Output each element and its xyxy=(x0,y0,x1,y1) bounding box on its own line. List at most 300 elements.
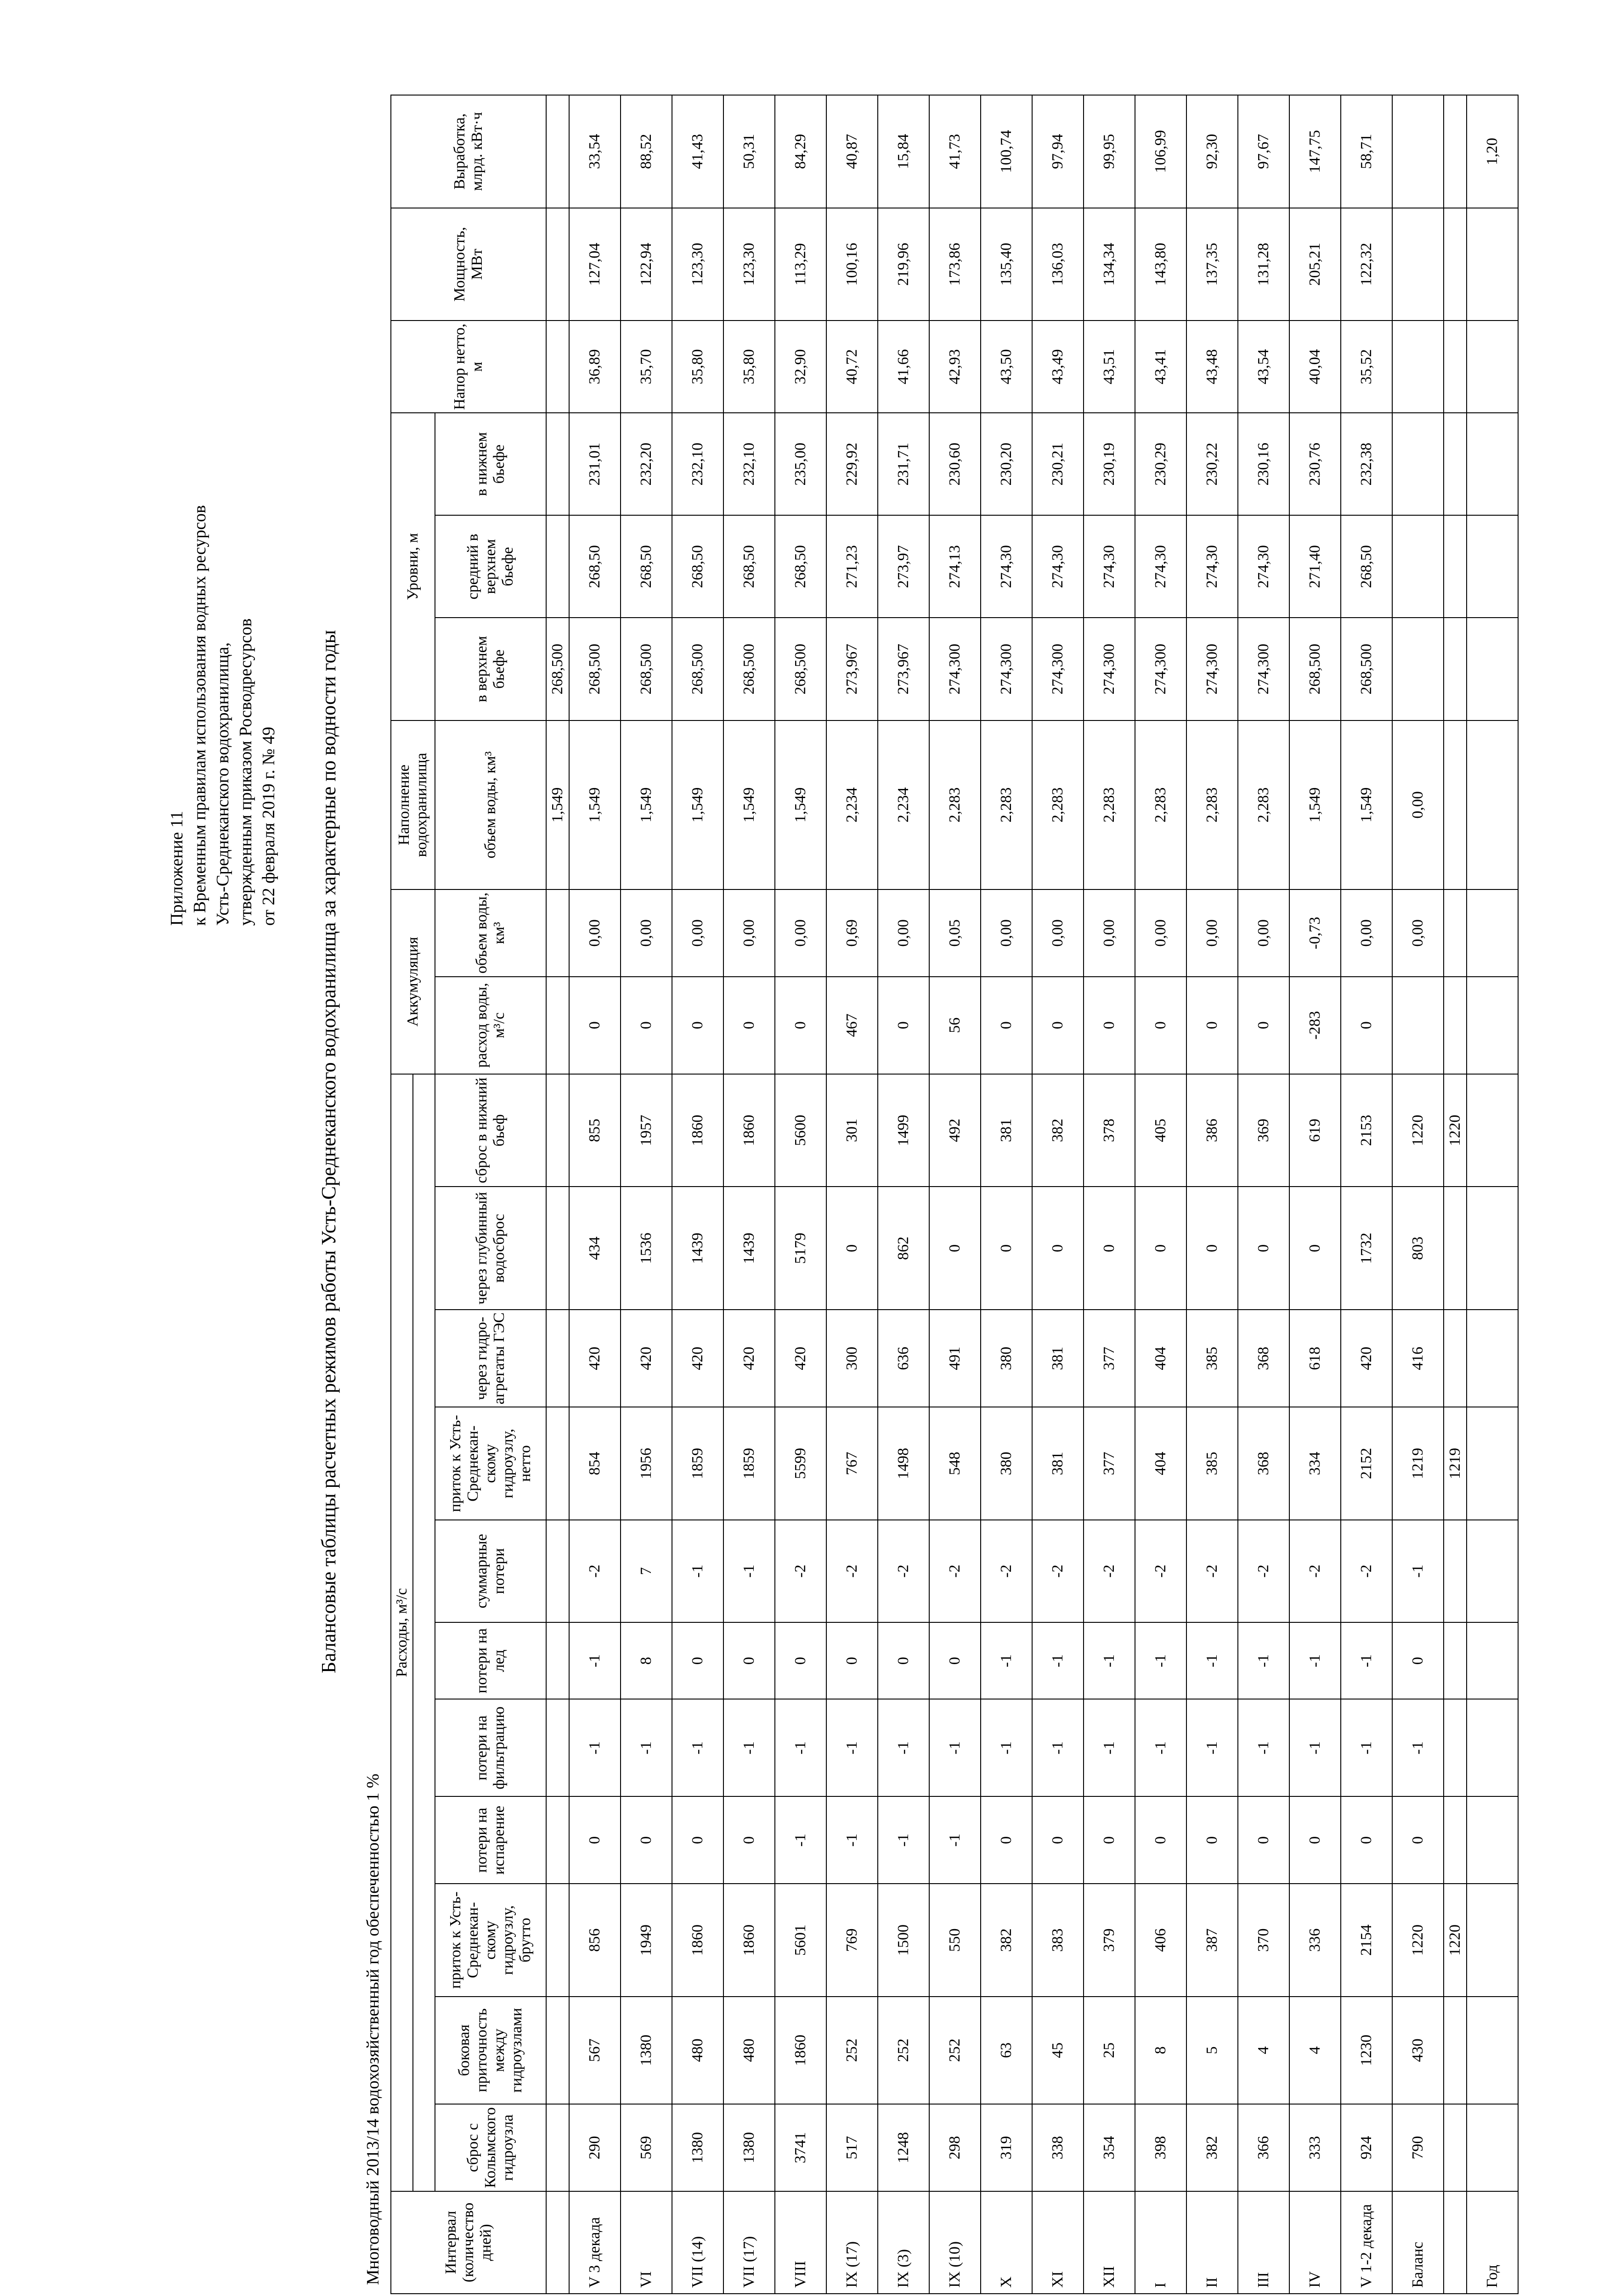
cell-filtration: -1 xyxy=(1392,1699,1444,1796)
cell-inflow-gross: 856 xyxy=(569,1884,621,1997)
cell-level-upper: 268,500 xyxy=(621,618,672,720)
cell-generation: 100,74 xyxy=(981,95,1032,208)
cell-total-loss: -2 xyxy=(878,1520,929,1622)
cell-head: 43,49 xyxy=(1032,321,1084,413)
table-row xyxy=(775,95,826,2294)
col-discharge-kolyma: сброс с Колымского гидроузла xyxy=(435,2104,546,2191)
cell-discharge-lower: 5600 xyxy=(775,1074,826,1187)
cell-head: 43,50 xyxy=(981,321,1032,413)
cell-ice: -1 xyxy=(1341,1622,1392,1699)
cell-discharge-lower: 1499 xyxy=(878,1074,929,1187)
balance-table xyxy=(390,95,1519,2294)
cell-ice: -1 xyxy=(1135,1622,1186,1699)
cell-hpp: 420 xyxy=(569,1310,621,1407)
col-generation: Выработка, млрд. кВт·ч xyxy=(391,95,546,208)
cell-discharge-lower: 1957 xyxy=(621,1074,672,1187)
cell-inflow-net: 1498 xyxy=(878,1407,929,1520)
cell-discharge-lower: 1860 xyxy=(723,1074,775,1187)
cell-power: 131,28 xyxy=(1238,208,1289,321)
cell-fill: 1,549 xyxy=(775,720,826,889)
table-row xyxy=(1135,95,1186,2294)
cell-level-avg: 268,50 xyxy=(621,515,672,618)
cell-inflow-net: 377 xyxy=(1084,1407,1135,1520)
cell-hpp: 420 xyxy=(1341,1310,1392,1407)
cell-fill: 1,549 xyxy=(569,720,621,889)
cell-accum-volume: 0,00 xyxy=(1238,889,1289,977)
cell-head: 40,72 xyxy=(826,321,878,413)
cell-level-lower: 231,71 xyxy=(878,413,929,515)
cell-discharge-kolyma: 1248 xyxy=(878,2104,929,2191)
cell-discharge-lower: 369 xyxy=(1238,1074,1289,1187)
cell-filtration: -1 xyxy=(1135,1699,1186,1796)
cell-level-lower: 230,76 xyxy=(1289,413,1341,515)
col-power: Мощность, МВт xyxy=(391,208,546,321)
cell-hpp xyxy=(1467,1310,1518,1407)
cell-discharge-kolyma: 333 xyxy=(1289,2104,1341,2191)
cell-interval: Год xyxy=(1467,2191,1518,2294)
cell-generation: 99,95 xyxy=(1084,95,1135,208)
cell-fill: 1,549 xyxy=(1341,720,1392,889)
cell-fill: 0,00 xyxy=(1392,720,1444,889)
cell-accum-flow: 0 xyxy=(775,977,826,1074)
cell-level-lower: 232,38 xyxy=(1341,413,1392,515)
cell-inflow-net: 5599 xyxy=(775,1407,826,1520)
cell-ice: 0 xyxy=(826,1622,878,1699)
cell-hpp: 420 xyxy=(672,1310,723,1407)
cell-hpp xyxy=(1444,1310,1467,1407)
cell-total-loss: -2 xyxy=(1186,1520,1238,1622)
cell-total-loss: -1 xyxy=(1392,1520,1444,1622)
cell-discharge-kolyma: 1380 xyxy=(723,2104,775,2191)
cell-evap xyxy=(1467,1796,1518,1884)
cell-head: 36,89 xyxy=(569,321,621,413)
cell-inflow-net: 1219 xyxy=(1444,1407,1467,1520)
cell-generation: 147,75 xyxy=(1289,95,1341,208)
cell-accum-flow: 0 xyxy=(672,977,723,1074)
cell-evap: 0 xyxy=(1289,1796,1341,1884)
cell-accum-flow xyxy=(1392,977,1444,1074)
cell-total-loss: -2 xyxy=(826,1520,878,1622)
cell-inflow-gross: 5601 xyxy=(775,1884,826,1997)
cell-head: 35,70 xyxy=(621,321,672,413)
cell-discharge-kolyma: 338 xyxy=(1032,2104,1084,2191)
cell-lateral: 8 xyxy=(1135,1997,1186,2104)
col-head: Напор нетто, м xyxy=(391,321,546,413)
cell-generation: 97,67 xyxy=(1238,95,1289,208)
cell-hpp: 420 xyxy=(775,1310,826,1407)
cell-interval: V 1-2 декада xyxy=(1341,2191,1392,2294)
cell-discharge-lower: 386 xyxy=(1186,1074,1238,1187)
cell-power xyxy=(546,208,569,321)
cell-discharge-lower xyxy=(1467,1074,1518,1187)
cell-power: 134,34 xyxy=(1084,208,1135,321)
cell-filtration xyxy=(546,1699,569,1796)
cell-level-upper: 274,300 xyxy=(1238,618,1289,720)
cell-generation: 41,43 xyxy=(672,95,723,208)
cell-interval xyxy=(546,2191,569,2294)
cell-discharge-lower: 405 xyxy=(1135,1074,1186,1187)
cell-generation: 58,71 xyxy=(1341,95,1392,208)
cell-discharge-kolyma: 517 xyxy=(826,2104,878,2191)
cell-power: 173,86 xyxy=(929,208,981,321)
cell-inflow-net: 2152 xyxy=(1341,1407,1392,1520)
cell-power: 123,30 xyxy=(723,208,775,321)
cell-accum-volume xyxy=(1444,889,1467,977)
cell-level-upper: 274,300 xyxy=(1135,618,1186,720)
cell-inflow-net: 404 xyxy=(1135,1407,1186,1520)
cell-level-upper: 268,500 xyxy=(672,618,723,720)
cell-spillway: 1732 xyxy=(1341,1187,1392,1310)
table-row xyxy=(1392,95,1444,2294)
cell-lateral: 1380 xyxy=(621,1997,672,2104)
cell-evap: 0 xyxy=(1392,1796,1444,1884)
cell-level-lower: 231,01 xyxy=(569,413,621,515)
cell-generation: 40,87 xyxy=(826,95,878,208)
cell-spillway xyxy=(1467,1187,1518,1310)
cell-inflow-net: 1859 xyxy=(723,1407,775,1520)
cell-generation: 50,31 xyxy=(723,95,775,208)
cell-hpp: 300 xyxy=(826,1310,878,1407)
cell-accum-volume: 0,00 xyxy=(569,889,621,977)
cell-discharge-kolyma: 790 xyxy=(1392,2104,1444,2191)
header-line: Усть-Среднеканского водохранилища, xyxy=(213,642,232,926)
cell-interval: I xyxy=(1135,2191,1186,2294)
cell-filtration: -1 xyxy=(1084,1699,1135,1796)
cell-power xyxy=(1444,208,1467,321)
cell-inflow-gross: 336 xyxy=(1289,1884,1341,1997)
cell-power: 123,30 xyxy=(672,208,723,321)
cell-power: 135,40 xyxy=(981,208,1032,321)
cell-level-upper: 268,500 xyxy=(546,618,569,720)
cell-level-lower xyxy=(1444,413,1467,515)
col-evap: потери на испарение xyxy=(435,1796,546,1884)
cell-inflow-gross: 370 xyxy=(1238,1884,1289,1997)
col-group-flows: Расходы, м³/с xyxy=(391,1074,413,2191)
cell-hpp: 368 xyxy=(1238,1310,1289,1407)
cell-accum-volume: 0,69 xyxy=(826,889,878,977)
cell-hpp: 385 xyxy=(1186,1310,1238,1407)
cell-evap: 0 xyxy=(672,1796,723,1884)
cell-inflow-gross: 1860 xyxy=(672,1884,723,1997)
cell-fill: 2,283 xyxy=(1032,720,1084,889)
cell-accum-volume: 0,00 xyxy=(1135,889,1186,977)
cell-inflow-gross: 387 xyxy=(1186,1884,1238,1997)
cell-fill: 2,234 xyxy=(878,720,929,889)
header-line: утвержденным приказом Росводресурсов xyxy=(236,618,255,926)
cell-head: 41,66 xyxy=(878,321,929,413)
col-inflow-gross: приток к Усть-Среднекан-скому гидроузлу, брутто xyxy=(435,1884,546,1997)
cell-inflow-gross: 550 xyxy=(929,1884,981,1997)
cell-accum-volume: 0,00 xyxy=(878,889,929,977)
cell-accum-flow: 0 xyxy=(569,977,621,1074)
cell-evap: -1 xyxy=(929,1796,981,1884)
cell-generation: 92,30 xyxy=(1186,95,1238,208)
cell-interval: V 3 декада xyxy=(569,2191,621,2294)
cell-accum-flow: 0 xyxy=(1341,977,1392,1074)
cell-interval: VI xyxy=(621,2191,672,2294)
cell-inflow-net: 368 xyxy=(1238,1407,1289,1520)
cell-lateral: 25 xyxy=(1084,1997,1135,2104)
cell-filtration: -1 xyxy=(569,1699,621,1796)
cell-level-avg: 274,30 xyxy=(981,515,1032,618)
cell-interval: IX (3) xyxy=(878,2191,929,2294)
cell-hpp: 420 xyxy=(723,1310,775,1407)
cell-generation: 84,29 xyxy=(775,95,826,208)
cell-spillway: 0 xyxy=(1084,1187,1135,1310)
cell-filtration: -1 xyxy=(1289,1699,1341,1796)
cell-discharge-kolyma: 1380 xyxy=(672,2104,723,2191)
cell-power xyxy=(1467,208,1518,321)
cell-level-avg: 274,30 xyxy=(1238,515,1289,618)
cell-spillway: 1439 xyxy=(723,1187,775,1310)
table-row xyxy=(1467,95,1518,2294)
cell-hpp: 377 xyxy=(1084,1310,1135,1407)
cell-power: 137,35 xyxy=(1186,208,1238,321)
cell-filtration: -1 xyxy=(878,1699,929,1796)
col-level-lower: в нижнем бьефе xyxy=(435,413,546,515)
cell-ice: 0 xyxy=(878,1622,929,1699)
cell-accum-flow: 467 xyxy=(826,977,878,1074)
cell-hpp: 618 xyxy=(1289,1310,1341,1407)
cell-interval: Баланс xyxy=(1392,2191,1444,2294)
table-row xyxy=(981,95,1032,2294)
cell-ice xyxy=(1444,1622,1467,1699)
table-row xyxy=(1032,95,1084,2294)
cell-discharge-lower: 2153 xyxy=(1341,1074,1392,1187)
cell-evap: 0 xyxy=(723,1796,775,1884)
cell-ice: 0 xyxy=(672,1622,723,1699)
cell-inflow-gross xyxy=(546,1884,569,1997)
cell-total-loss xyxy=(1444,1520,1467,1622)
table-row xyxy=(1341,95,1392,2294)
header-line: от 22 февраля 2019 г. № 49 xyxy=(259,726,278,926)
cell-hpp: 491 xyxy=(929,1310,981,1407)
cell-evap: -1 xyxy=(878,1796,929,1884)
cell-evap: 0 xyxy=(1238,1796,1289,1884)
cell-total-loss: -2 xyxy=(1032,1520,1084,1622)
table-row xyxy=(569,95,621,2294)
cell-discharge-lower: 855 xyxy=(569,1074,621,1187)
cell-spillway: 0 xyxy=(1032,1187,1084,1310)
cell-hpp: 404 xyxy=(1135,1310,1186,1407)
table-row xyxy=(878,95,929,2294)
cell-accum-flow: 0 xyxy=(1032,977,1084,1074)
cell-discharge-lower: 1860 xyxy=(672,1074,723,1187)
document-subtitle: Многоводный 2013/14 водохозяйственный год обеспеченностью 1 % xyxy=(363,1773,383,2285)
cell-filtration xyxy=(1467,1699,1518,1796)
table-row xyxy=(621,95,672,2294)
cell-lateral: 480 xyxy=(672,1997,723,2104)
cell-level-lower: 230,20 xyxy=(981,413,1032,515)
cell-generation: 1,20 xyxy=(1467,95,1518,208)
cell-level-upper: 268,500 xyxy=(569,618,621,720)
cell-discharge-kolyma: 290 xyxy=(569,2104,621,2191)
cell-accum-flow: 0 xyxy=(1135,977,1186,1074)
cell-discharge-kolyma: 382 xyxy=(1186,2104,1238,2191)
cell-fill: 2,283 xyxy=(1084,720,1135,889)
cell-lateral: 567 xyxy=(569,1997,621,2104)
cell-interval: VII (14) xyxy=(672,2191,723,2294)
table-row xyxy=(1289,95,1341,2294)
cell-spillway: 0 xyxy=(826,1187,878,1310)
col-total-loss: суммарные потери xyxy=(435,1520,546,1622)
cell-ice xyxy=(1467,1622,1518,1699)
cell-ice: -1 xyxy=(1289,1622,1341,1699)
cell-level-lower: 235,00 xyxy=(775,413,826,515)
cell-level-avg: 274,30 xyxy=(1032,515,1084,618)
cell-inflow-gross xyxy=(1467,1884,1518,1997)
table-row xyxy=(826,95,878,2294)
cell-level-avg: 271,23 xyxy=(826,515,878,618)
cell-accum-volume xyxy=(546,889,569,977)
cell-accum-volume: 0,00 xyxy=(1084,889,1135,977)
cell-accum-flow: 0 xyxy=(1186,977,1238,1074)
cell-ice: -1 xyxy=(569,1622,621,1699)
cell-generation xyxy=(1392,95,1444,208)
cell-level-avg xyxy=(1392,515,1444,618)
cell-accum-volume: 0,00 xyxy=(1341,889,1392,977)
appendix-header xyxy=(165,505,280,926)
cell-ice: 0 xyxy=(929,1622,981,1699)
cell-fill: 1,549 xyxy=(1289,720,1341,889)
cell-hpp xyxy=(546,1310,569,1407)
cell-ice: -1 xyxy=(1084,1622,1135,1699)
header-line: Приложение 11 xyxy=(167,810,186,926)
cell-inflow-gross: 2154 xyxy=(1341,1884,1392,1997)
cell-level-upper: 274,300 xyxy=(929,618,981,720)
cell-power: 143,80 xyxy=(1135,208,1186,321)
col-inflow-net: приток к Усть-Среднекан-скому гидроузлу, нетто xyxy=(435,1407,546,1520)
cell-generation: 106,99 xyxy=(1135,95,1186,208)
cell-level-upper: 268,500 xyxy=(723,618,775,720)
cell-head: 43,54 xyxy=(1238,321,1289,413)
cell-ice: 0 xyxy=(1392,1622,1444,1699)
cell-interval xyxy=(1444,2191,1467,2294)
cell-evap: 0 xyxy=(981,1796,1032,1884)
cell-filtration: -1 xyxy=(723,1699,775,1796)
cell-inflow-net: 380 xyxy=(981,1407,1032,1520)
cell-lateral xyxy=(1467,1997,1518,2104)
cell-accum-flow: 0 xyxy=(1084,977,1135,1074)
col-group-levels: Уровни, м xyxy=(391,413,435,720)
cell-head: 40,04 xyxy=(1289,321,1341,413)
cell-inflow-net: 854 xyxy=(569,1407,621,1520)
cell-head: 35,80 xyxy=(723,321,775,413)
cell-evap: 0 xyxy=(621,1796,672,1884)
cell-inflow-net: 1219 xyxy=(1392,1407,1444,1520)
cell-spillway: 434 xyxy=(569,1187,621,1310)
cell-accum-volume xyxy=(1467,889,1518,977)
cell-interval: III xyxy=(1238,2191,1289,2294)
cell-accum-volume: 0,00 xyxy=(621,889,672,977)
cell-discharge-lower: 619 xyxy=(1289,1074,1341,1187)
cell-filtration: -1 xyxy=(1032,1699,1084,1796)
cell-total-loss: -2 xyxy=(1289,1520,1341,1622)
cell-spillway: 0 xyxy=(1289,1187,1341,1310)
cell-spillway: 0 xyxy=(1186,1187,1238,1310)
cell-discharge-kolyma: 924 xyxy=(1341,2104,1392,2191)
cell-accum-flow: 0 xyxy=(878,977,929,1074)
cell-filtration: -1 xyxy=(1341,1699,1392,1796)
cell-level-upper: 273,967 xyxy=(826,618,878,720)
cell-total-loss: 7 xyxy=(621,1520,672,1622)
cell-inflow-net: 381 xyxy=(1032,1407,1084,1520)
cell-level-lower: 232,10 xyxy=(723,413,775,515)
cell-lateral: 430 xyxy=(1392,1997,1444,2104)
cell-head xyxy=(1392,321,1444,413)
cell-power: 100,16 xyxy=(826,208,878,321)
cell-interval: XII xyxy=(1084,2191,1135,2294)
cell-interval: XI xyxy=(1032,2191,1084,2294)
cell-discharge-kolyma xyxy=(546,2104,569,2191)
cell-interval: IX (10) xyxy=(929,2191,981,2294)
cell-level-upper: 274,300 xyxy=(981,618,1032,720)
cell-spillway xyxy=(1444,1187,1467,1310)
cell-discharge-kolyma: 569 xyxy=(621,2104,672,2191)
cell-discharge-lower: 301 xyxy=(826,1074,878,1187)
cell-hpp: 380 xyxy=(981,1310,1032,1407)
cell-total-loss: -2 xyxy=(1238,1520,1289,1622)
cell-level-avg: 268,50 xyxy=(569,515,621,618)
cell-accum-flow: -283 xyxy=(1289,977,1341,1074)
cell-total-loss xyxy=(1467,1520,1518,1622)
cell-level-lower: 230,22 xyxy=(1186,413,1238,515)
cell-evap: 0 xyxy=(1135,1796,1186,1884)
cell-evap: 0 xyxy=(1084,1796,1135,1884)
cell-accum-volume: 0,00 xyxy=(723,889,775,977)
cell-inflow-gross: 1949 xyxy=(621,1884,672,1997)
cell-head: 43,41 xyxy=(1135,321,1186,413)
cell-discharge-kolyma xyxy=(1467,2104,1518,2191)
cell-level-avg: 268,50 xyxy=(672,515,723,618)
cell-ice: -1 xyxy=(1238,1622,1289,1699)
col-level-avg: средний в верхнем бьефе xyxy=(435,515,546,618)
cell-filtration: -1 xyxy=(1186,1699,1238,1796)
cell-inflow-gross: 1860 xyxy=(723,1884,775,1997)
cell-interval: VIII xyxy=(775,2191,826,2294)
cell-level-avg: 268,50 xyxy=(775,515,826,618)
cell-evap: -1 xyxy=(826,1796,878,1884)
cell-interval: IX (17) xyxy=(826,2191,878,2294)
col-accum-volume: объем воды, км³ xyxy=(435,889,546,977)
col-interval: Интервал (количество дней) xyxy=(391,2191,546,2294)
cell-level-lower: 229,92 xyxy=(826,413,878,515)
cell-spillway: 1536 xyxy=(621,1187,672,1310)
cell-accum-volume: 0,00 xyxy=(981,889,1032,977)
cell-accum-volume: 0,00 xyxy=(1392,889,1444,977)
cell-fill: 1,549 xyxy=(672,720,723,889)
cell-ice: -1 xyxy=(981,1622,1032,1699)
cell-total-loss: -2 xyxy=(775,1520,826,1622)
col-level-upper: в верхнем бьефе xyxy=(435,618,546,720)
cell-inflow-net: 1956 xyxy=(621,1407,672,1520)
cell-filtration: -1 xyxy=(826,1699,878,1796)
header-line: к Временным правилам использования водных ресурсов xyxy=(190,505,209,926)
cell-lateral: 252 xyxy=(929,1997,981,2104)
cell-level-upper: 268,500 xyxy=(775,618,826,720)
cell-accum-volume: 0,00 xyxy=(1032,889,1084,977)
col-spillway: через глубинный водосброс xyxy=(435,1187,546,1310)
cell-power: 127,04 xyxy=(569,208,621,321)
cell-power: 113,29 xyxy=(775,208,826,321)
cell-level-lower: 230,16 xyxy=(1238,413,1289,515)
cell-accum-flow: 56 xyxy=(929,977,981,1074)
cell-evap: -1 xyxy=(775,1796,826,1884)
cell-discharge-lower: 378 xyxy=(1084,1074,1135,1187)
cell-discharge-lower: 492 xyxy=(929,1074,981,1187)
cell-filtration: -1 xyxy=(672,1699,723,1796)
cell-fill: 2,283 xyxy=(981,720,1032,889)
